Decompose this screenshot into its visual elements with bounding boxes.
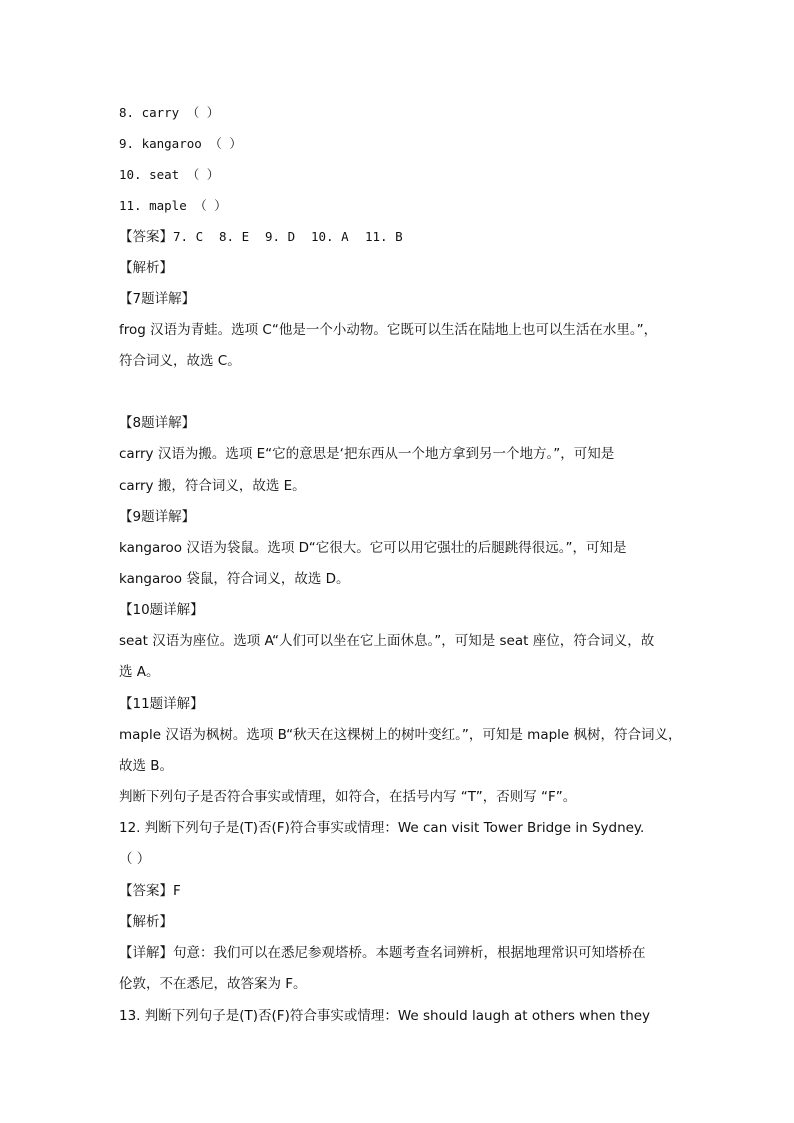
detail-7-line-1: frog 汉语为青蛙。选项 C“他是一个小动物。它既可以生活在陆地上也可以生活在水里。”，	[119, 322, 658, 338]
detail-10-heading: 【10题详解】	[119, 602, 204, 618]
detail-9-line-1: kangaroo 汉语为袋鼠。选项 D“它很大。它可以用它强壮的后腿跳得很远。”，可知是	[119, 540, 627, 556]
question-11: 11. maple （ ）	[119, 198, 227, 213]
section-instruction: 判断下列句子是否符合事实或情理，如符合，在括号内写 “T”，否则写 “F”。	[119, 789, 577, 805]
answer-12: 【答案】F	[119, 883, 181, 899]
detail-8-heading: 【8题详解】	[119, 415, 196, 431]
question-12-paren: （ ）	[119, 851, 151, 867]
detail-8-line-1: carry 汉语为搬。选项 E“它的意思是‘把东西从一个地方拿到另一个地方。”，可知是	[119, 446, 615, 462]
question-10: 10. seat （ ）	[119, 167, 220, 182]
answer-7: 7. C	[173, 229, 204, 244]
detail-10-line-1: seat 汉语为座位。选项 A“人们可以坐在它上面休息。”，可知是 seat 座位，符合词义，故	[119, 633, 655, 649]
detail-7-line-2: 符合词义，故选 C。	[119, 353, 241, 369]
answer-11: 11. B	[365, 229, 403, 244]
question-12: 12. 判断下列句子是(T)否(F)符合事实或情理：We can visit Tower Bridge in Sydney.	[119, 820, 645, 836]
question-13: 13. 判断下列句子是(T)否(F)符合事实或情理：We should laugh at others when they	[119, 1008, 651, 1024]
answer-9: 9. D	[265, 229, 296, 244]
detail-10-line-2: 选 A。	[119, 664, 160, 680]
question-8: 8. carry （ ）	[119, 105, 220, 120]
detail-12-line-2: 伦敦，不在悉尼，故答案为 F。	[119, 976, 307, 992]
answer-10: 10. A	[311, 229, 349, 244]
detail-12-line-1: 【详解】句意：我们可以在悉尼参观塔桥。本题考查名词辨析，根据地理常识可知塔桥在	[119, 945, 646, 961]
detail-9-line-2: kangaroo 袋鼠，符合词义，故选 D。	[119, 571, 350, 587]
detail-11-line-1: maple 汉语为枫树。选项 B“秋天在这棵树上的树叶变红。”，可知是 maple 枫树，符合词义，	[119, 727, 682, 743]
detail-11-heading: 【11题详解】	[119, 696, 204, 712]
answer-line	[119, 228, 403, 246]
question-9: 9. kangaroo （ ）	[119, 136, 242, 151]
detail-11-line-2: 故选 B。	[119, 758, 174, 774]
analysis-heading: 【解析】	[119, 260, 173, 276]
answer-8: 8. E	[219, 229, 250, 244]
analysis-heading-2: 【解析】	[119, 914, 173, 930]
detail-7-heading: 【7题详解】	[119, 291, 196, 307]
answer-label: 【答案】	[119, 229, 173, 245]
detail-8-line-2: carry 搬，符合词义，故选 E。	[119, 478, 306, 494]
detail-9-heading: 【9题详解】	[119, 509, 196, 525]
